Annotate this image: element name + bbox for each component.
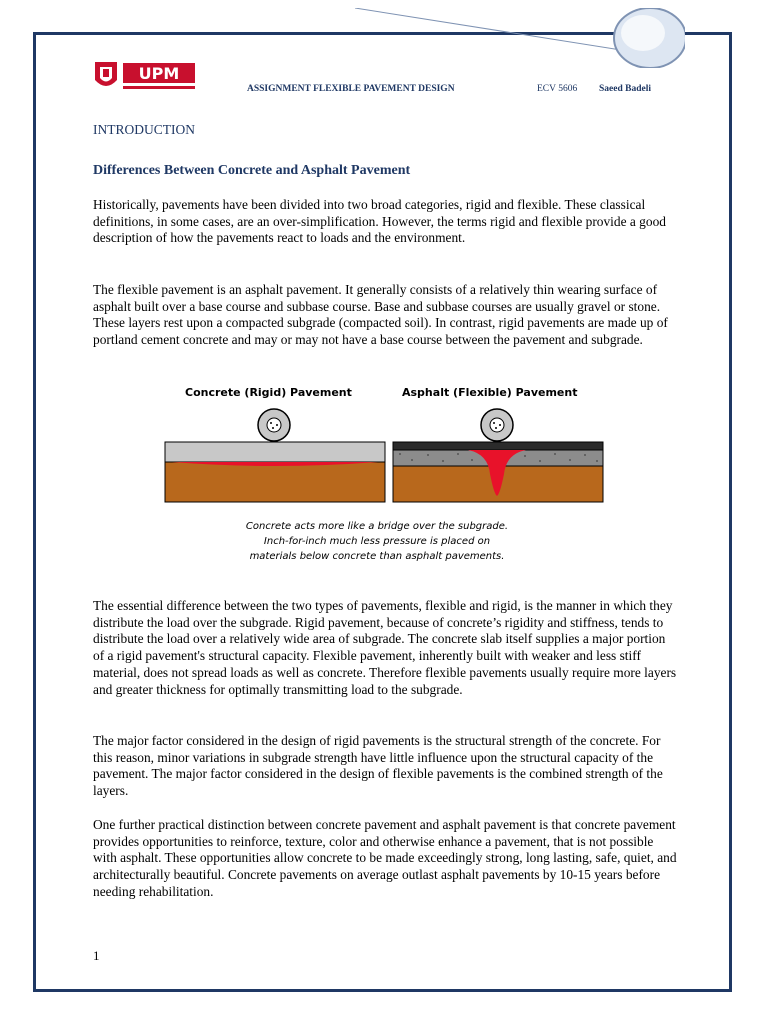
paragraph-5: One further practical distinction between concrete pavement and asphalt pavement is that concrete pavement provides opportunities to reinforce, texture, color and otherwise enhance a pavement, that is not possible with asphalt. These opportunities allow concrete to be made exceedingly strong, long lasting, safe, quiet, and architecturally beautiful. Concrete pavements on average outlast asphalt pavements by 10-15 years before needing rehabilitation. — [93, 817, 677, 899]
header-author: Saeed Badeli — [599, 84, 651, 94]
figure-caption: Concrete acts more like a bridge over the subgrade. Inch-for-inch much less pressure is placed on materials below concrete than asphalt pavements. — [245, 521, 509, 562]
paragraph-2: The flexible pavement is an asphalt pavement. It generally consists of a relatively thin wearing surface of asphalt built over a base course and subbase course. Base and subbase courses are usually gravel or stone. These layers rest upon a compacted subgrade (compacted soil). In contrast, rigid pavements are made up of portland cement concrete and may or may not have a base course between the pavement and subgrade. — [93, 282, 668, 348]
pavement-figure — [160, 382, 610, 582]
logo-text: UPM — [138, 64, 180, 83]
rigid-subgrade — [165, 462, 385, 502]
concrete-slab — [165, 442, 385, 462]
section-label: INTRODUCTION — [93, 122, 195, 137]
rigid-panel — [165, 409, 385, 502]
upm-logo — [92, 58, 197, 96]
figure-right-title: Asphalt (Flexible) Pavement — [402, 386, 578, 399]
paragraph-4: The major factor considered in the design of rigid pavements is the structural strength of the concrete. For this reason, minor variations in subgrade strength have little influence upon the structural capacity of the pavement. The major factor considered in the design of flexible pavements is the combined strength of the layers. — [93, 733, 663, 799]
header-title: ASSIGNMENT FLEXIBLE PAVEMENT DESIGN — [247, 84, 455, 94]
header-course: ECV 5606 — [537, 84, 578, 94]
section-heading: Differences Between Concrete and Asphalt Pavement — [93, 163, 411, 178]
paragraph-1: Historically, pavements have been divided into two broad categories, rigid and flexible. These classical definitions, in some cases, are an over-simplification. However, the terms rigid and flexible provide a good description of how the pavements react to loads and the environment. — [93, 197, 666, 246]
page-number: 1 — [93, 948, 100, 963]
asphalt-surface — [393, 442, 603, 450]
flexible-panel — [393, 409, 603, 502]
pavement-diagram — [160, 404, 610, 534]
paragraph-3: The essential difference between the two types of pavements, flexible and rigid, is the manner in which they distribute the load over the subgrade. Rigid pavement, because of concrete’s rigidity and stiffness, tends to distribute the load over a relatively wide area of subgrade. The concrete slab itself supplies a major portion of a rigid pavement's structural capacity. Flexible pavement, inherently built with weaker and less stiff material, does not spread loads as well as concrete. Therefore flexible pavements usually require more layers and greater thickness for optimally transmitting load to the subgrade. — [93, 598, 677, 697]
figure-left-title: Concrete (Rigid) Pavement — [185, 386, 352, 399]
page-header — [92, 58, 692, 98]
